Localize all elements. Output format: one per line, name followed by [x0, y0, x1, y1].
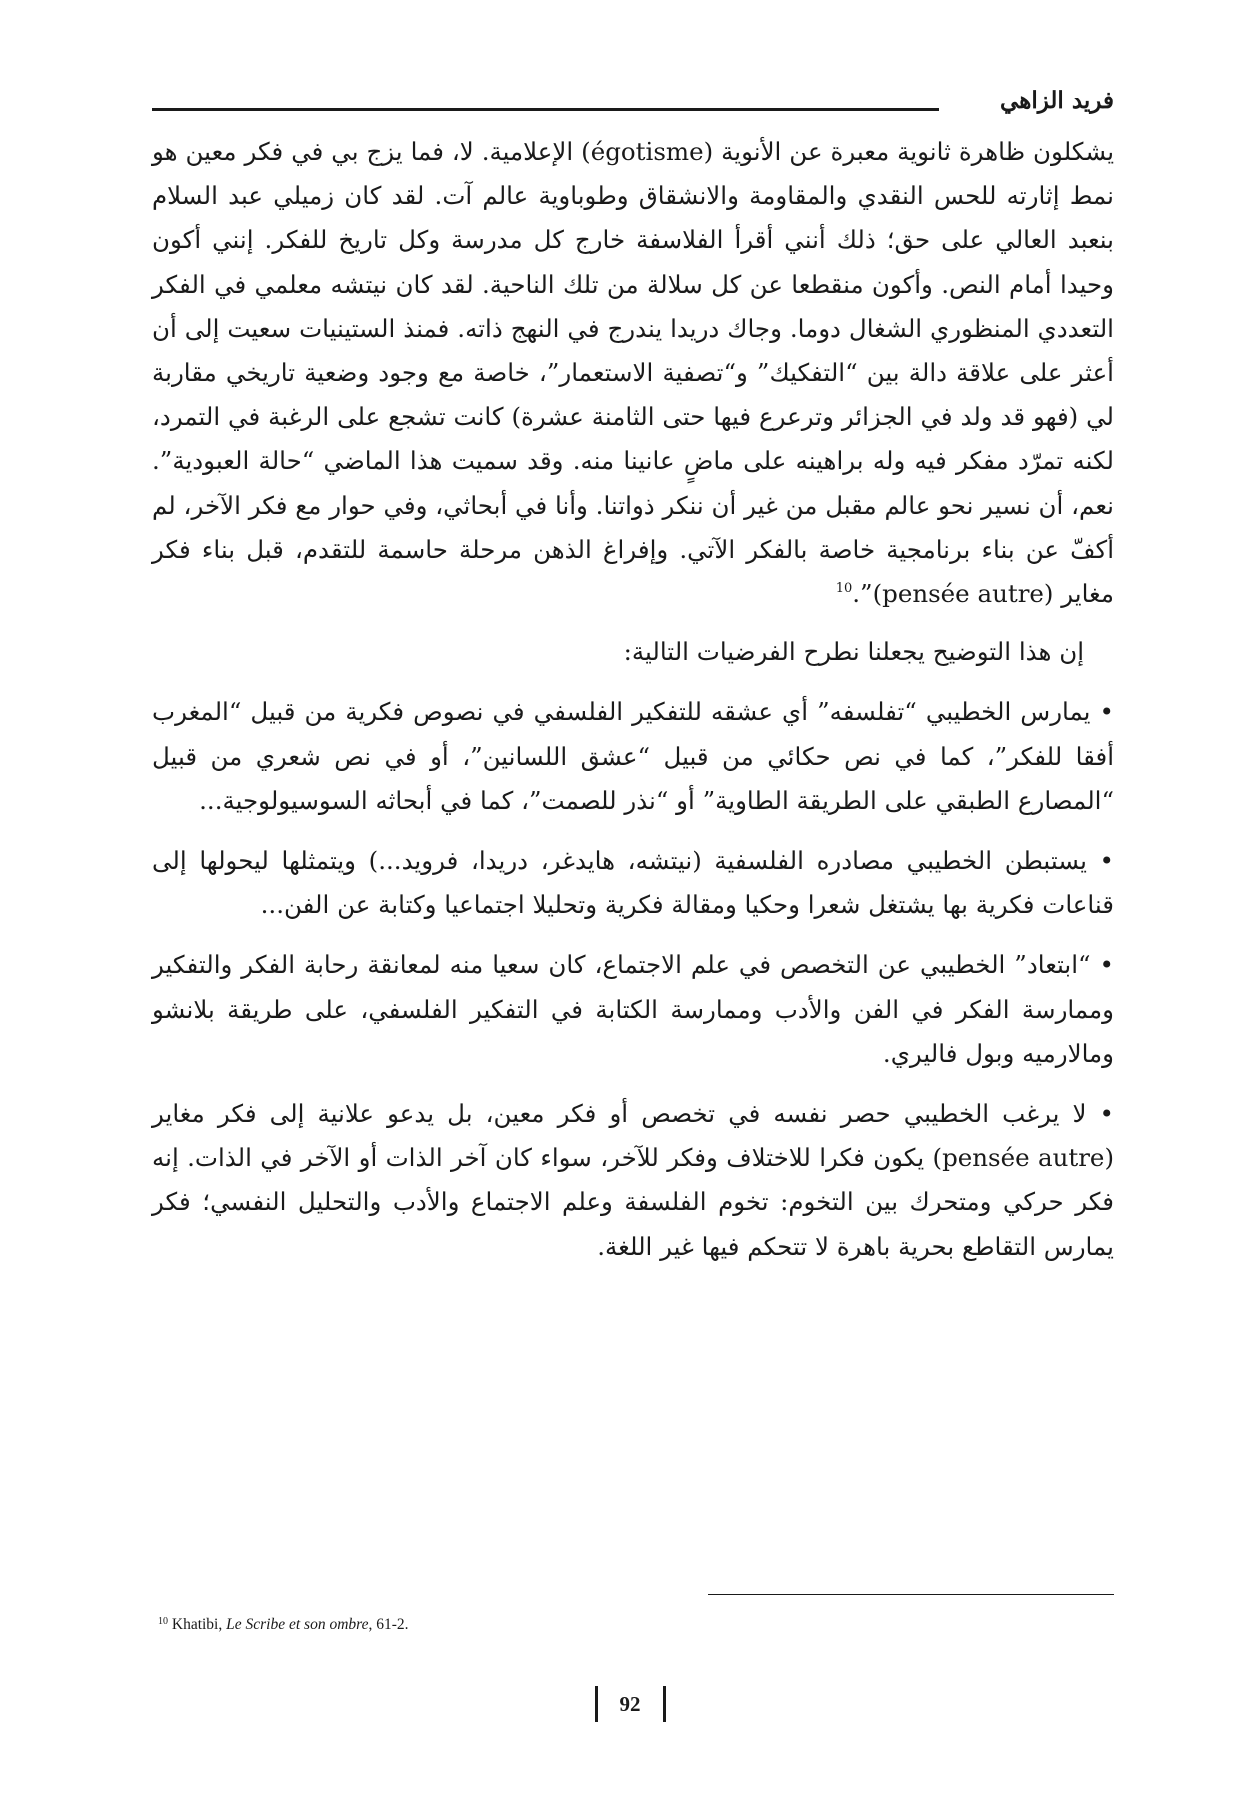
header-rule	[152, 108, 939, 111]
footnote-author: Khatibi,	[171, 1616, 227, 1633]
last-bullet-text-1: • لا يرغب الخطيبي حصر نفسه في تخصص أو فكر معين، بل يدعو علانية إلى فكر مغاير (	[152, 1099, 1114, 1173]
term-pensee-autre-2: pensée autre	[942, 1143, 1105, 1173]
footnote-separator	[708, 1594, 1114, 1595]
footnote-pages: , 61-2.	[368, 1616, 409, 1633]
paragraph-intro	[152, 130, 1114, 616]
header-author: فريد الزاهي	[1000, 87, 1114, 114]
footnote-number: 10	[158, 1616, 168, 1627]
footnote-title: Le Scribe et son ombre	[226, 1616, 369, 1633]
page-footer	[0, 1686, 1260, 1722]
bullet-paragraph-4	[152, 1092, 1114, 1269]
paragraph-lead: إن هذا التوضيح يجعلنا نطرح الفرضيات التالية:	[623, 637, 1084, 667]
bullet-paragraph-2: • يستبطن الخطيبي مصادره الفلسفية (نيتشه، هايدغر، دريدا، فرويد...) ويتمثلها ليحولها إلى قناعات فكرية بها يشتغل شعرا وحكيا ومقالة فكرية وتحليلا اجتماعيا وكتابة عن الفن...	[152, 846, 1114, 920]
intro-text-1: يشكلون ظاهرة ثانوية معبرة عن الأنوية (	[703, 137, 1115, 166]
footnote	[158, 1614, 1058, 1636]
page-number: 92	[595, 1686, 666, 1722]
intro-text-3: )”.	[852, 579, 883, 609]
footnote-reference[interactable]: 10	[835, 581, 853, 597]
running-header	[152, 84, 1114, 118]
last-bullet-text-2: ) يكون فكرا للاختلاف وفكر للآخر، سواء كان آخر الذات أو الآخر في الذات. إنه فكر حركي ومتحرك بين التخوم: تخوم الفلسفة وعلم الاجتماع والأدب والتحليل النفسي؛ فكر يمارس التقاطع بحرية باهرة لا تتحكم فيها غير اللغة.	[152, 1143, 1114, 1261]
term-egotisme: égotisme	[590, 137, 704, 166]
main-text	[152, 130, 1114, 1269]
bullet-paragraph-1: • يمارس الخطيبي “تفلسفه” أي عشقه للتفكير الفلسفي في نصوص فكرية من قبيل “المغرب أفقا للفكر”، كما في نص حكائي من قبيل “عشق اللسانين”، أو في نص شعري من قبيل “المصارع الطبقي على الطريقة الطاوية” أو “نذر للصمت”، كما في أبحاثه السوسيولوجية...	[152, 697, 1114, 815]
intro-text-2: ) الإعلامية. لا، فما يزج بي في فكر معين هو نمط إثارته للحس النقدي والمقاومة والانشقاق وطوباوية عالم آت. لقد كان زميلي عبد السلام بنعبد العالي على حق؛ ذلك أنني أقرأ الفلاسفة خارج كل مدرسة وكل تاريخ للفكر. إنني أكون وحيدا أمام النص. وأكون منقطعا عن كل سلالة من تلك الناحية. لقد كان نيتشه معلمي في الفكر التعددي المنظوري الشغال دوما. وجاك دريدا يندرج في النهج ذاته. فمنذ الستينيات سعيت إلى أن أعثر على علاقة دالة بين “التفكيك” و“تصفية الاستعمار”، خاصة مع وجود وضعية تاريخي مقاربة لي (فهو قد ولد في الجزائر وترعرع فيها حتى الثامنة عشرة) كانت تشجع على الرغبة في التمرد، لكنه تمرّد مفكر فيه وله براهينه على ماضٍ عانينا منه. وقد سميت هذا الماضي “حالة العبودية”. نعم، أن نسير نحو عالم مقبل من غير أن ننكر ذواتنا. وأنا في أبحاثي، وفي حوار مع فكر الآخر، لم أكفّ عن بناء برنامجية خاصة بالفكر الآتي. وإفراغ الذهن مرحلة حاسمة للتقدم، قبل بناء فكر مغاير (	[152, 137, 1114, 609]
term-pensee-autre: pensée autre	[882, 579, 1044, 609]
bullet-paragraph-3: • “ابتعاد” الخطيبي عن التخصص في علم الاجتماع، كان سعيا منه لمعانقة رحابة الفكر والتفكير وممارسة الفكر في الفن والأدب وممارسة الكتابة في التفكير الفلسفي، على طريقة بلانشو ومالارميه وبول فاليري.	[152, 950, 1114, 1068]
